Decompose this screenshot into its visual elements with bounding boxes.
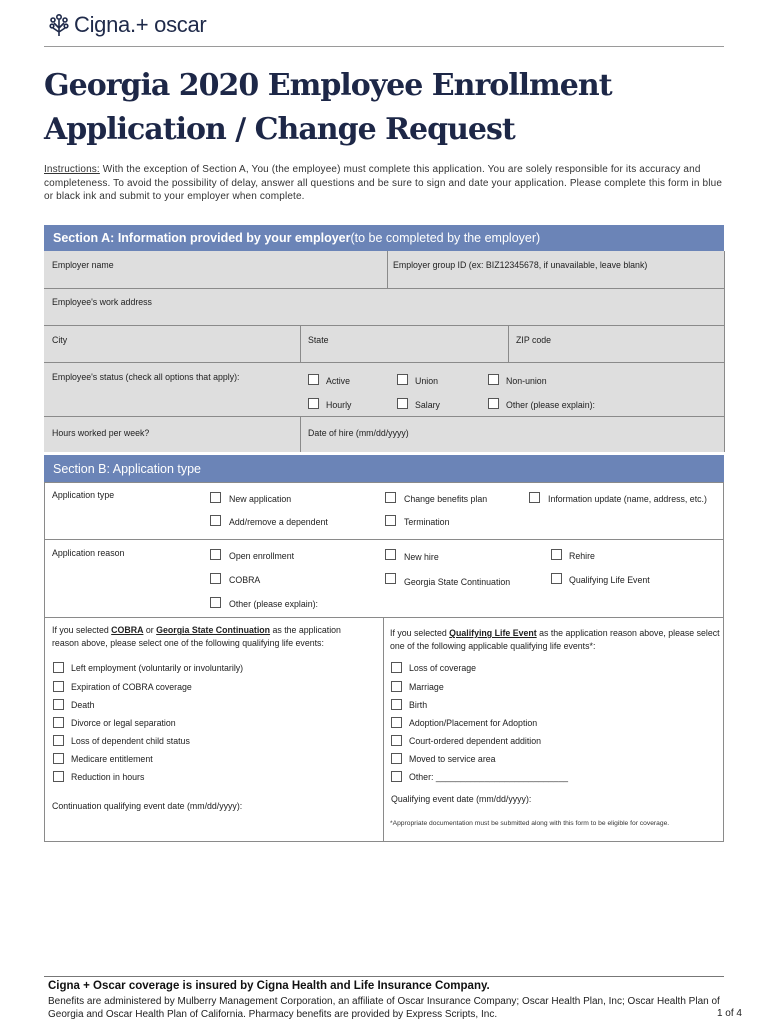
termination-checkbox[interactable] <box>385 515 396 526</box>
divorce-label: Divorce or legal separation <box>71 718 176 728</box>
divider <box>300 416 301 452</box>
status-nonunion-checkbox[interactable] <box>488 374 499 385</box>
divider <box>44 416 724 417</box>
qle-events-intro <box>390 627 720 653</box>
birth-label: Birth <box>409 700 428 710</box>
dependent-status-checkbox[interactable] <box>53 735 64 746</box>
footer-title: Cigna + Oscar coverage is insured by Cigna Health and Life Insurance Company. <box>48 980 490 992</box>
divider <box>300 325 301 362</box>
continuation-date-field[interactable]: Continuation qualifying event date (mm/dd/yyyy): <box>52 801 243 811</box>
left-employment-checkbox[interactable] <box>53 662 64 673</box>
qualifying-life-event-checkbox[interactable] <box>551 573 562 584</box>
status-union-checkbox[interactable] <box>397 374 408 385</box>
divider <box>724 251 725 452</box>
open-enrollment-label: Open enrollment <box>229 551 295 561</box>
header-divider <box>44 46 724 47</box>
new-hire-label: New hire <box>404 552 439 562</box>
marriage-checkbox[interactable] <box>391 681 402 692</box>
georgia-state-continuation-checkbox[interactable] <box>385 573 396 584</box>
state-field[interactable]: State <box>308 335 329 345</box>
status-hourly-checkbox[interactable] <box>308 398 319 409</box>
reason-other-label: Other (please explain): <box>229 599 318 609</box>
status-other-checkbox[interactable] <box>488 398 499 409</box>
cobra-expiration-checkbox[interactable] <box>53 681 64 692</box>
city-field[interactable]: City <box>52 335 68 345</box>
status-active-label: Active <box>326 376 350 386</box>
intro-gsc: Georgia State Continuation <box>156 625 271 635</box>
cobra-label: COBRA <box>229 575 261 585</box>
termination-label: Termination <box>404 517 450 527</box>
status-label: Employee's status (check all options that apply): <box>52 372 240 382</box>
section-b-body <box>44 482 724 842</box>
marriage-label: Marriage <box>409 682 444 692</box>
divider <box>387 251 388 288</box>
death-label: Death <box>71 700 95 710</box>
reason-other-checkbox[interactable] <box>210 597 221 608</box>
section-a-fields <box>44 251 724 452</box>
title-line-2: Application / Change Request <box>44 112 515 147</box>
qle-other-checkbox[interactable] <box>391 771 402 782</box>
intro-cobra: COBRA <box>111 625 144 635</box>
moved-service-area-label: Moved to service area <box>409 754 496 764</box>
left-employment-label: Left employment (voluntarily or involuntarily) <box>71 663 244 673</box>
medicare-checkbox[interactable] <box>53 753 64 764</box>
cigna-tree-icon <box>48 12 70 38</box>
divider <box>383 617 384 842</box>
divider <box>44 325 724 326</box>
instructions <box>44 163 729 204</box>
new-application-checkbox[interactable] <box>210 492 221 503</box>
medicare-label: Medicare entitlement <box>71 754 153 764</box>
divider <box>44 539 724 540</box>
change-benefits-checkbox[interactable] <box>385 492 396 503</box>
qualifying-life-event-label: Qualifying Life Event <box>569 575 650 585</box>
open-enrollment-checkbox[interactable] <box>210 549 221 560</box>
application-reason-label: Application reason <box>52 548 125 558</box>
reduction-hours-checkbox[interactable] <box>53 771 64 782</box>
status-union-label: Union <box>415 376 438 386</box>
intro-text: one of the following applicable qualifying life events*: <box>390 641 596 651</box>
rehire-label: Rehire <box>569 551 595 561</box>
section-a-subtitle: (to be completed by the employer) <box>350 231 541 245</box>
hours-field[interactable]: Hours worked per week? <box>52 428 150 438</box>
new-application-label: New application <box>229 494 292 504</box>
work-address-field[interactable]: Employee's work address <box>52 297 152 307</box>
rehire-checkbox[interactable] <box>551 549 562 560</box>
instructions-text: With the exception of Section A, You (the employee) must complete this application. You are solely responsible for its accuracy and completeness. To avoid the possibility of delay, answer all questions and be sure to sign and date your application. Please complete this form in blue or black ink and submit to your employer when complete. <box>44 164 723 202</box>
change-benefits-label: Change benefits plan <box>404 494 488 504</box>
loss-of-coverage-label: Loss of coverage <box>409 663 476 673</box>
dependent-status-label: Loss of dependent child status <box>71 736 190 746</box>
intro-text: or <box>143 625 157 635</box>
page-title <box>44 64 612 152</box>
title-line-1: Georgia 2020 Employee Enrollment <box>44 68 612 103</box>
add-remove-dependent-checkbox[interactable] <box>210 515 221 526</box>
divider <box>44 362 724 363</box>
cobra-events-intro <box>52 624 341 650</box>
court-ordered-checkbox[interactable] <box>391 735 402 746</box>
logo-text: Cigna.+ oscar <box>74 12 207 37</box>
footer-text: Benefits are administered by Mulberry Management Corporation, an affiliate of Oscar Insurance Company; Oscar Health Plan, Inc; Oscar Health Plan of Georgia and Oscar Health Plan of California. Pharmacy benefits are provided by Express Scripts, Inc. <box>48 996 720 1020</box>
information-update-checkbox[interactable] <box>529 492 540 503</box>
section-a-header <box>44 225 724 251</box>
intro-qle: Qualifying Life Event <box>449 628 537 638</box>
add-remove-dependent-label: Add/remove a dependent <box>229 517 328 527</box>
status-active-checkbox[interactable] <box>308 374 319 385</box>
instructions-lead: Instructions: <box>44 164 100 175</box>
intro-text: reason above, please select one of the following qualifying life events: <box>52 638 324 648</box>
adoption-checkbox[interactable] <box>391 717 402 728</box>
divorce-checkbox[interactable] <box>53 717 64 728</box>
status-other-label: Other (please explain): <box>506 400 595 410</box>
intro-text: If you selected <box>52 625 112 635</box>
cobra-expiration-label: Expiration of COBRA coverage <box>71 682 192 692</box>
georgia-state-continuation-label: Georgia State Continuation <box>404 577 511 587</box>
intro-text: as the application <box>270 625 341 635</box>
information-update-label: Information update (name, address, etc.) <box>548 494 707 504</box>
divider <box>508 325 509 362</box>
section-b-title: Section B: Application type <box>53 461 202 476</box>
status-salary-label: Salary <box>415 400 440 410</box>
application-type-label: Application type <box>52 490 115 500</box>
hire-date-field[interactable]: Date of hire (mm/dd/yyyy) <box>308 428 409 438</box>
moved-service-area-checkbox[interactable] <box>391 753 402 764</box>
loss-of-coverage-checkbox[interactable] <box>391 662 402 673</box>
birth-checkbox[interactable] <box>391 699 402 710</box>
divider <box>44 288 724 289</box>
status-salary-checkbox[interactable] <box>397 398 408 409</box>
new-hire-checkbox[interactable] <box>385 549 396 560</box>
court-ordered-label: Court-ordered dependent addition <box>409 736 542 746</box>
page-number: 1 of 4 <box>716 1008 742 1019</box>
death-checkbox[interactable] <box>53 699 64 710</box>
divider <box>44 617 724 618</box>
footer-divider <box>44 976 724 977</box>
status-hourly-label: Hourly <box>326 400 352 410</box>
section-a-title: Section A: Information provided by your employer <box>53 231 351 245</box>
intro-text: as the application reason above, please select <box>536 628 720 638</box>
qle-other-label: Other: ___________________________ <box>409 772 568 782</box>
section-b-header <box>44 455 724 482</box>
zip-field[interactable]: ZIP code <box>516 335 552 345</box>
intro-text: If you selected <box>390 628 450 638</box>
cobra-checkbox[interactable] <box>210 573 221 584</box>
qualifying-event-date-field[interactable]: Qualifying event date (mm/dd/yyyy): <box>391 794 532 804</box>
reduction-hours-label: Reduction in hours <box>71 772 145 782</box>
status-nonunion-label: Non-union <box>506 376 547 386</box>
employer-group-id-field[interactable]: Employer group ID (ex: BIZ12345678, if unavailable, leave blank) <box>393 260 648 270</box>
documentation-footnote: *Appropriate documentation must be submitted along with this form to be eligible for coverage. <box>390 820 670 827</box>
logo <box>48 10 206 40</box>
adoption-label: Adoption/Placement for Adoption <box>409 718 538 728</box>
employer-name-field[interactable]: Employer name <box>52 260 114 270</box>
